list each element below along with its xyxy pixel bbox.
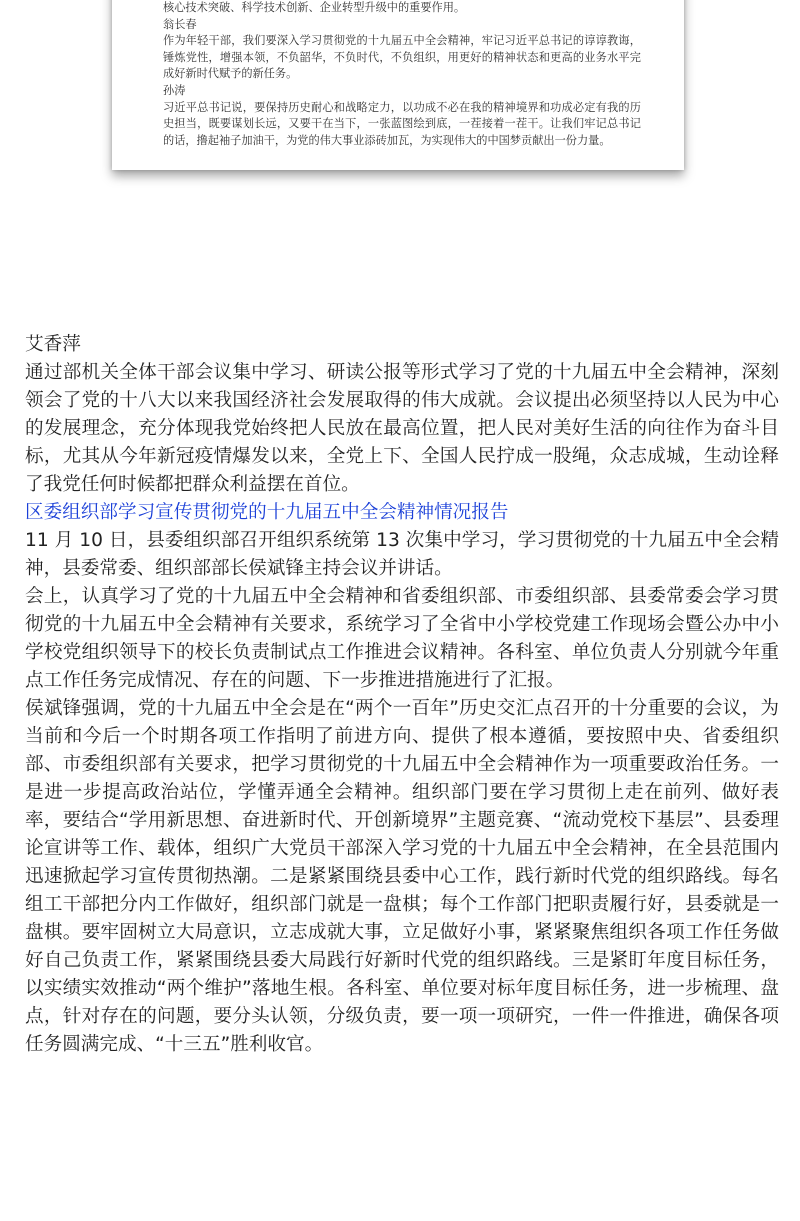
intro-paragraph: 通过部机关全体干部会议集中学习、研读公报等形式学习了党的十九届五中全会精神，深刻领会了党的十八大以来我国经济社会发展取得的伟大成就。会议提出必须坚持以人民为中心的发展理念，充分体现我党始终把人民放在最高位置，把人民对美好生活的向往作为奋斗目标，尤其从今年新冠疫情爆发以来，全党上下、全国人民拧成一股绳，众志成城，生动诠释了我党任何时候都把群众利益摆在首位。	[25, 362, 779, 495]
preview-paragraph: 习近平总书记说，要保持历史耐心和战略定力，以功成不必在我的精神境界和功成必定有我的历史担当，既要谋划长远，又要干在当下，一张蓝图绘到底，一茬接着一茬干。让我们牢记总书记的话，撸起袖子加油干，为党的伟大事业添砖加瓦，为实现伟大的中国梦贡献出一份力量。	[163, 100, 641, 147]
report-title-link[interactable]: 区委组织部学习宣传贯彻党的十九届五中全会精神情况报告	[25, 502, 509, 523]
body-paragraph: 会上，认真学习了党的十九届五中全会精神和省委组织部、市委组织部、县委常委会学习贯彻党的十九届五中全会精神有关要求，系统学习了全省中小学校党建工作现场会暨公办中小学校党组织领导下的校长负责制试点工作推进会议精神。各科室、单位负责人分别就今年重点工作任务完成情况、存在的问题、下一步推进措施进行了汇报。	[25, 586, 779, 691]
body-paragraph: 侯斌锋强调，党的十九届五中全会是在“两个一百年”历史交汇点召开的十分重要的会议，为当前和今后一个时期各项工作指明了前进方向、提供了根本遵循，要按照中央、省委组织部、市委组织部有关要求，把学习贯彻党的十九届五中全会精神作为一项重要政治任务。一是进一步提高政治站位，学懂弄通全会精神。组织部门要在学习贯彻上走在前列、做好表率，要结合“学用新思想、奋进新时代、开创新境界”主题竞赛、“流动党校下基层”、县委理论宣讲等工作、载体，组织广大党员干部深入学习党的十九届五中全会精神，在全县范围内迅速掀起学习宣传贯彻热潮。二是紧紧围绕县委中心工作，践行新时代党的组织路线。每名组工干部把分内工作做好，组织部门就是一盘棋；每个工作部门把职责履行好，县委就是一盘棋。要牢固树立大局意识，立志成就大事，立足做好小事，紧紧聚焦组织各项工作任务做好自己负责工作，紧紧围绕县委大局践行好新时代党的组织路线。三是紧盯年度目标任务，以实绩实效推动“两个维护”落地生根。各科室、单位要对标年度目标任务，进一步梳理、盘点，针对存在的问题，要分头认领，分级负责，要一项一项研究，一件一件推进，确保各项任务圆满完成、“十三五”胜利收官。	[25, 698, 779, 1055]
preview-text	[163, 0, 641, 149]
document-preview-card	[112, 0, 684, 170]
article-body	[25, 331, 779, 1059]
body-paragraph: 11 月 10 日，县委组织部召开组织系统第 13 次集中学习，学习贯彻党的十九届五中全会精神，县委常委、组织部部长侯斌锋主持会议并讲话。	[25, 530, 779, 579]
preview-author: 翁长春	[163, 17, 197, 31]
preview-paragraph: 核心技术突破、科学技术创新、企业转型升级中的重要作用。	[163, 1, 466, 14]
author-name: 艾香萍	[25, 334, 81, 355]
preview-author: 孙涛	[163, 83, 186, 97]
preview-paragraph: 作为年轻干部，我们要深入学习贯彻党的十九届五中全会精神，牢记习近平总书记的谆谆教诲，锤炼党性，增强本领，不负韶华，不负时代，不负组织，用更好的精神状态和更高的业务水平完成好新时代赋予的新任务。	[163, 34, 641, 81]
